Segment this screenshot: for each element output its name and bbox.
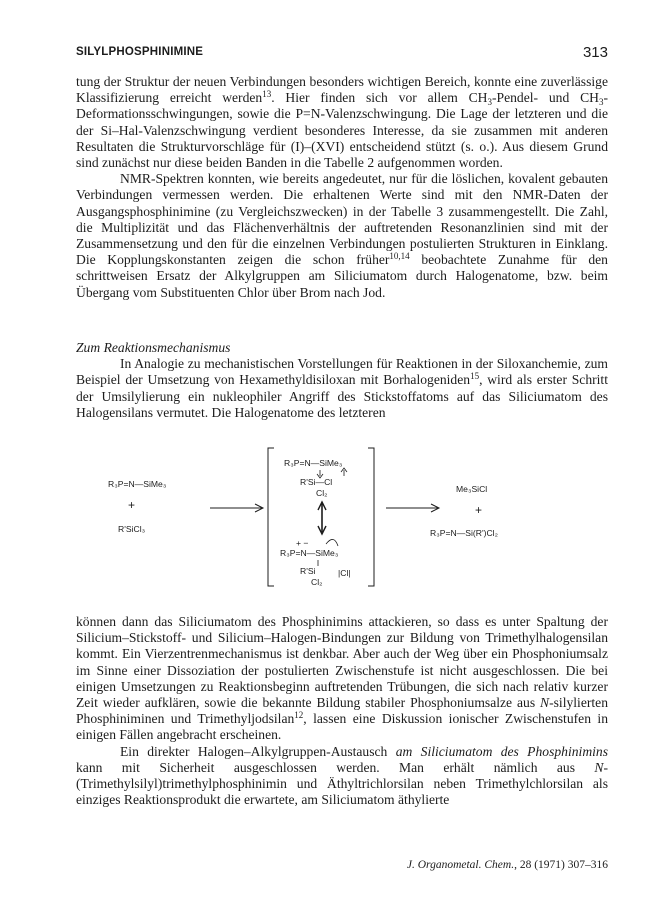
paragraph-mechanism: In Analogie zu mechanistischen Vorstellungen für Reaktionen in der Siloxanchemie, zum Beispiel der Umsetzung von Hexamethyldisiloxan mit Borhalogeniden$^{15}$, wird als erster Schritt der Umsilylierung ein nukleophiler Angriff des Stickstoffatoms auf das Siliciumatom des Halogensilans vermutet. Die Halogenatome des letzteren (76, 356, 608, 420)
top-intermediate-line1: R₃P=N—SiMe₃ (284, 458, 343, 468)
paragraph-nmr: NMR-Spektren konnten, wie bereits angedeutet, nur für die löslichen, kovalent gebauten Verbindungen vermessen werden. Die erhaltenen Werte sind mit den NMR-Daten der Ausgangsphosphinimine (zu Vergleichszwecken) in der Tabelle 3 zusammengestellt. Die Zahl, die Multiplizität und das Flächenverhältnis der auftretenden Resonanzlinien sind mit der Zusammensetzung und den für die einzelnen Verbindungen postulierten Strukturen in Einklang. Die Kopplungskonstanten zeigen die schon früher$^{10,14}$ beobachtete Zunahme für den schrittweisen Ersatz der Alkylgruppen am Siliciumatom durch Halogenatome, bzw. beim Übergang vom Substituenten Chlor über Brom nach Jod. (76, 171, 608, 300)
reactant-plus: + (128, 498, 136, 512)
top-intermediate-line3: Cl₂ (316, 488, 328, 498)
bottom-intermediate-charges: + − (296, 538, 309, 548)
top-intermediate-line2: R'Si—Cl (300, 477, 333, 487)
paragraph-ir: tung der Struktur der neuen Verbindungen besonders wichtigen Bereich, konnte eine zuverlässige Klassifizierung erreicht werden$^{13}$. Hier finden sich vor allem $CH_3-Pendel-$ und $CH_3$-Deformationsschwingungen, sowie die P=N-Valenzschwingung. Die Lage der letzteren und die der Si–Hal-Valenzschwingung verdient besonderes Interesse, da sie zusammen mit anderen Resultaten die Strukturvorschläge für (I)–(XVI) entscheidend stützt (s. o.). Aus diesem Grund sind zunächst nur diese beiden Banden in die Tabelle 2 aufgenommen worden. (76, 74, 608, 171)
section-heading: Zum Reaktionsmechanismus (76, 340, 231, 355)
reactant-phosphinimine: R₃P=N—SiMe₃ (108, 479, 167, 489)
paragraph-exchange: Ein direkter Halogen–Alkylgruppen-Austausch am Siliciumatom des Phosphinimins kann mit Sicherheit ausgeschlossen werden. Man erhält nämlich aus N-(Trimethylsilyl)trimethylphosphinimin und Äthyltrichlorsilan neben Trimethylchlorsilan als einziges Reaktionsprodukt die erwartete, am Siliciumatom äthylierte (76, 743, 608, 808)
body-text-bottom (76, 614, 608, 808)
bottom-intermediate-line3: Cl₂ (311, 577, 323, 587)
paragraph-discussion: können dann das Siliciumatom des Phosphinimins attackieren, so dass es unter Spaltung der Silicium–Stickstoff- und Silicium–Halogen-Bindungen zur Bildung von Trimethylhalogensilan kommt. Ein Vierzentrenmechanismus ist denkbar. Aber auch der Weg über ein Phosphoniumsalz im Sinne einer Dissoziation der postulierten Zwischenstufe ist nicht ausgeschlossen. Die bei einigen Umsetzungen zu Reaktionsbeginn auftretenden Trübungen, die sich nach relativ kurzer Zeit wieder aufklären, sowie die bekannte Bildung stabiler Phosphoniumsalze aus N-silylierten Phosphiniminen und Trimethyljodsilan$^{12}$, lassen eine Diskussion ionischer Zwischenstufen in einigen Fällen angebracht erscheinen. (76, 614, 608, 743)
reactant-silane: R'SiCl₃ (118, 524, 146, 534)
page-number: 313 (582, 44, 608, 61)
product-phosphinimine: R₃P=N—Si(R')Cl₂ (430, 528, 498, 538)
journal-citation: J. Organometal. Chem., 28 (1971) 307–316 (406, 859, 608, 871)
product-trimethylchlorosilane: Me₃SiCl (456, 484, 488, 494)
bottom-intermediate-line1: R₃P=N—SiMe₃ (280, 548, 339, 558)
product-plus: + (475, 503, 483, 517)
bottom-intermediate-chloride: |Cl| (338, 568, 351, 578)
running-head: SILYLPHOSPHINIMINE (76, 46, 204, 58)
bottom-intermediate-line2: R'Si (300, 566, 316, 576)
